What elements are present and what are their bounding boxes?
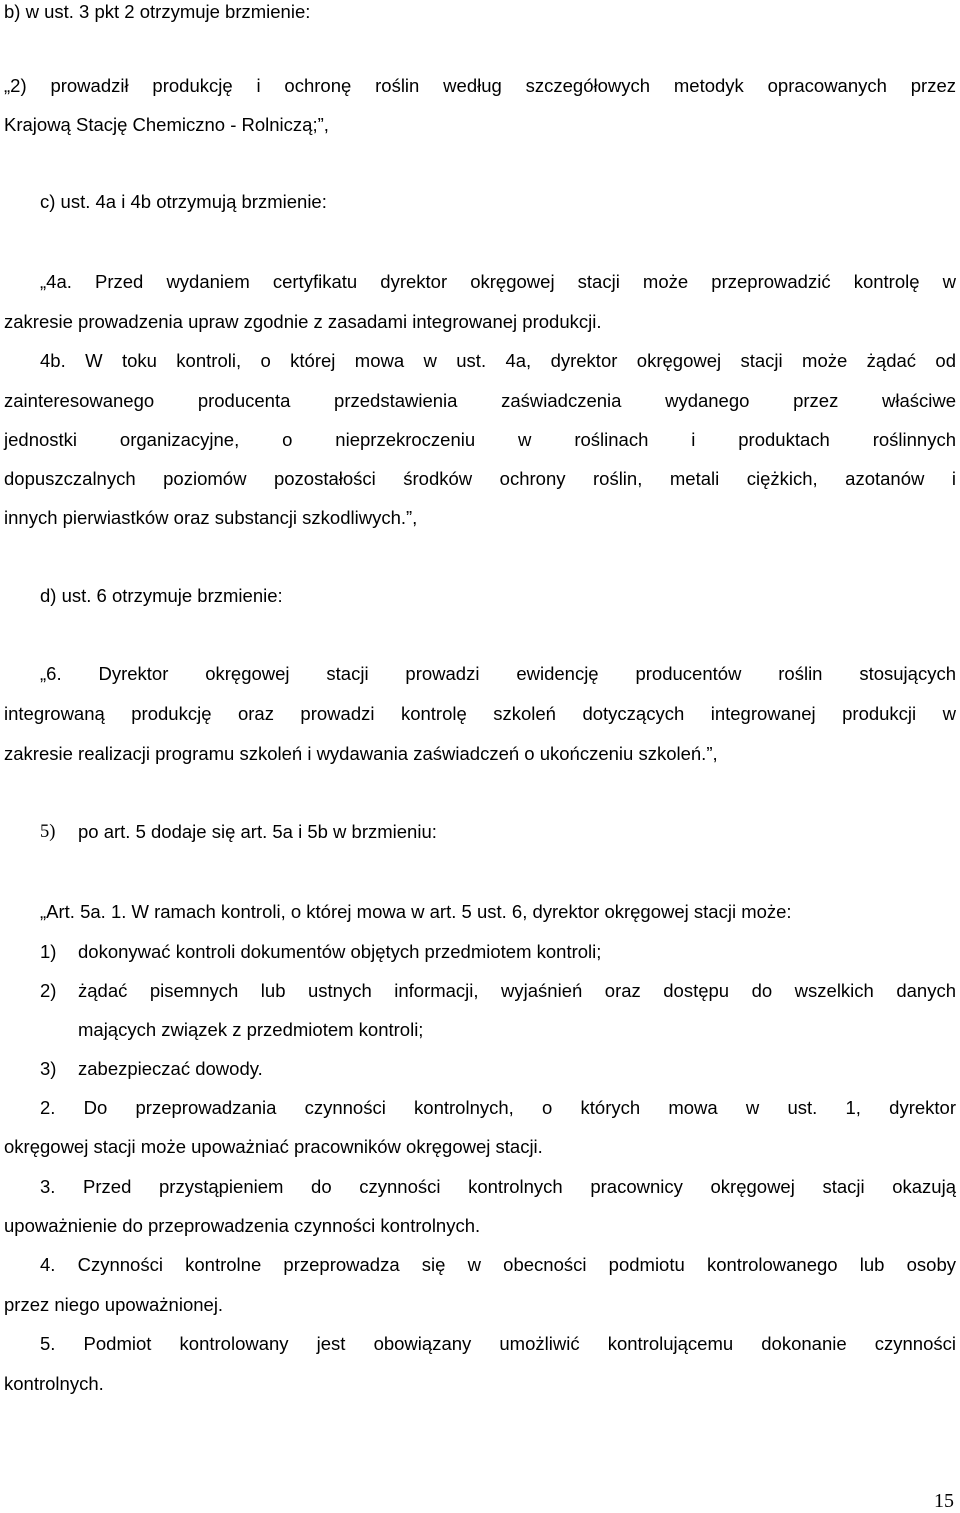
text-line: jednostki organizacyjne, o nieprzekroczeniu w roślinach i produktach roślinnych — [4, 429, 956, 450]
page-number: 15 — [934, 1490, 954, 1512]
text-line: innych pierwiastków oraz substancji szkodliwych.”, — [4, 507, 418, 528]
text-line: zabezpieczać dowody. — [78, 1058, 263, 1079]
text-line: upoważnienie do przeprowadzenia czynności kontrolnych. — [4, 1215, 481, 1236]
text-line: Krajową Stację Chemiczno - Rolniczą;”, — [4, 114, 329, 135]
list-number: 5) — [40, 822, 56, 842]
text-line: „6. Dyrektor okręgowej stacji prowadzi ewidencję producentów roślin stosujących — [40, 663, 956, 684]
text-line: zakresie realizacji programu szkoleń i wydawania zaświadczeń o ukończeniu szkoleń.”, — [4, 743, 718, 764]
text-line: 5. Podmiot kontrolowany jest obowiązany umożliwić kontrolującemu dokonanie czynności — [40, 1333, 956, 1354]
text-line: „4a. Przed wydaniem certyfikatu dyrektor okręgowej stacji może przeprowadzić kontrolę w — [40, 271, 956, 292]
text-line: d) ust. 6 otrzymuje brzmienie: — [40, 585, 283, 606]
text-line: dokonywać kontroli dokumentów objętych przedmiotem kontroli; — [78, 941, 602, 962]
text-line: 4. Czynności kontrolne przeprowadza się w obecności podmiotu kontrolowanego lub osoby — [40, 1254, 956, 1275]
text-line: przez niego upoważnionej. — [4, 1294, 224, 1315]
text-line: żądać pisemnych lub ustnych informacji, wyjaśnień oraz dostępu do wszelkich danych — [78, 980, 956, 1001]
text-line: 2. Do przeprowadzania czynności kontrolnych, o których mowa w ust. 1, dyrektor — [40, 1097, 956, 1118]
text-line: mających związek z przedmiotem kontroli; — [78, 1019, 424, 1040]
text-line: 4b. W toku kontroli, o której mowa w ust. 4a, dyrektor okręgowej stacji może żądać od — [40, 350, 956, 371]
list-number: 3) — [40, 1058, 57, 1079]
list-number: 2) — [40, 980, 57, 1001]
text-line: integrowaną produkcję oraz prowadzi kontrolę szkoleń dotyczących integrowanej produkcji w — [4, 703, 956, 724]
text-line: 3. Przed przystąpieniem do czynności kontrolnych pracownicy okręgowej stacji okazują — [40, 1176, 956, 1197]
text-line: „Art. 5a. 1. W ramach kontroli, o której mowa w art. 5 ust. 6, dyrektor okręgowej stacji może: — [40, 901, 792, 922]
text-line: dopuszczalnych poziomów pozostałości środków ochrony roślin, metali ciężkich, azotanów i — [4, 468, 956, 489]
text-line: b) w ust. 3 pkt 2 otrzymuje brzmienie: — [4, 1, 311, 22]
text-line: okręgowej stacji może upoważniać pracowników okręgowej stacji. — [4, 1136, 543, 1157]
list-number: 1) — [40, 941, 57, 962]
text-line: „2) prowadził produkcję i ochronę roślin według szczegółowych metodyk opracowanych przez — [4, 75, 956, 96]
text-line: kontrolnych. — [4, 1373, 104, 1394]
text-line: po art. 5 dodaje się art. 5a i 5b w brzmieniu: — [78, 821, 437, 842]
text-line: c) ust. 4a i 4b otrzymują brzmienie: — [40, 191, 327, 212]
text-line: zakresie prowadzenia upraw zgodnie z zasadami integrowanej produkcji. — [4, 311, 602, 332]
text-line: zainteresowanego producenta przedstawienia zaświadczenia wydanego przez właściwe — [4, 390, 956, 411]
